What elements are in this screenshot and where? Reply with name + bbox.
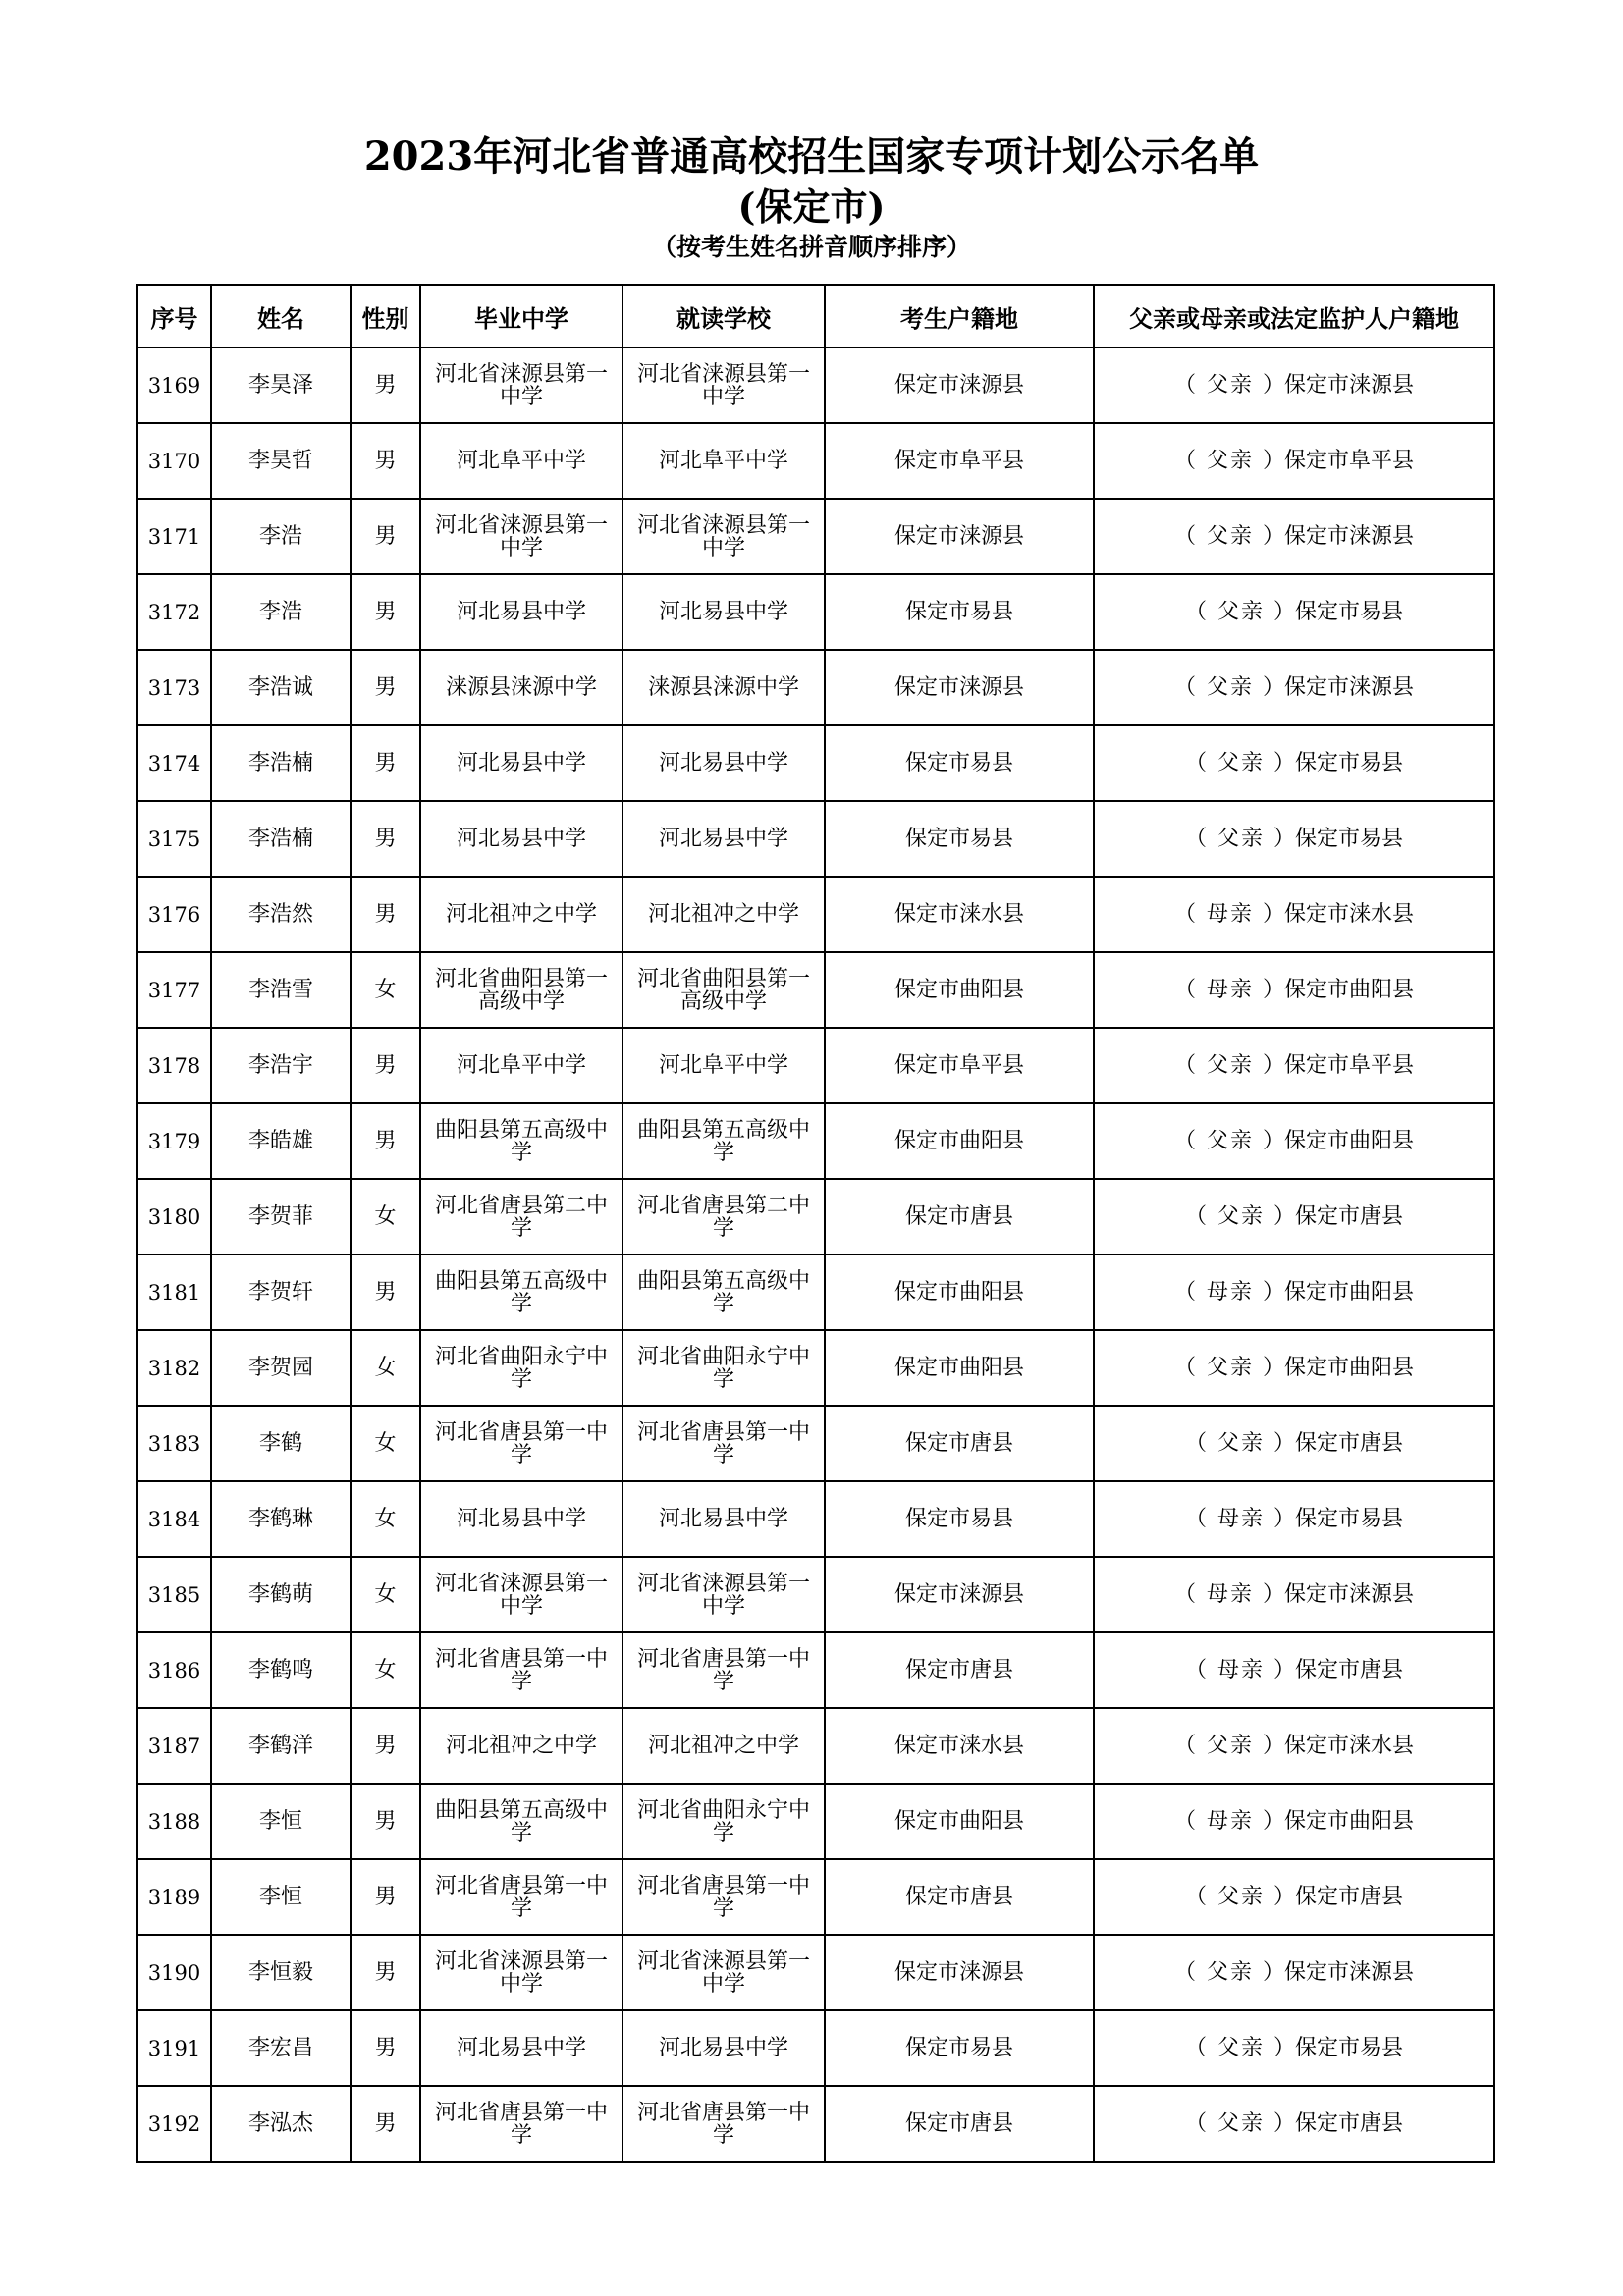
cell-guardian-hukou — [1094, 1784, 1494, 1859]
cell-guardian-hukou — [1094, 1179, 1494, 1255]
guardian-relation: （ 父亲 ） — [1184, 750, 1297, 775]
cell-current-school: 河北易县中学 — [622, 574, 825, 650]
guardian-relation: （ 父亲 ） — [1173, 372, 1286, 398]
cell-serial-no: 3191 — [137, 2010, 211, 2086]
cell-gender: 男 — [351, 347, 420, 423]
guardian-relation: （ 父亲 ） — [1173, 1959, 1286, 1985]
header-name: 姓名 — [211, 285, 351, 347]
cell-serial-no: 3178 — [137, 1028, 211, 1103]
cell-student-hukou: 保定市曲阳县 — [825, 1784, 1094, 1859]
cell-guardian-hukou — [1094, 499, 1494, 574]
cell-graduation-school: 河北省唐县第二中学 — [420, 1179, 622, 1255]
header-gender: 性别 — [351, 285, 420, 347]
cell-student-hukou: 保定市涞源县 — [825, 499, 1094, 574]
table-row — [137, 423, 1494, 499]
cell-gender: 女 — [351, 1330, 420, 1406]
page-title: 2023年河北省普通高校招生国家专项计划公示名单 — [363, 133, 1260, 180]
table-row — [137, 1859, 1494, 1935]
guardian-place: 保定市涞源县 — [1283, 1581, 1414, 1607]
cell-student-hukou: 保定市曲阳县 — [825, 1255, 1094, 1330]
table-row — [137, 725, 1494, 801]
cell-student-hukou: 保定市曲阳县 — [825, 1103, 1094, 1179]
cell-serial-no: 3189 — [137, 1859, 211, 1935]
cell-current-school: 河北省曲阳县第一高级中学 — [622, 952, 825, 1028]
guardian-relation: （ 父亲 ） — [1184, 826, 1297, 851]
cell-student-hukou: 保定市涞源县 — [825, 1557, 1094, 1632]
cell-guardian-hukou — [1094, 2010, 1494, 2086]
cell-current-school: 河北易县中学 — [622, 2010, 825, 2086]
table-row — [137, 1103, 1494, 1179]
cell-graduation-school: 河北省唐县第一中学 — [420, 2086, 622, 2162]
cell-student-hukou: 保定市唐县 — [825, 1859, 1094, 1935]
cell-graduation-school: 河北省唐县第一中学 — [420, 1406, 622, 1481]
cell-current-school: 曲阳县第五高级中学 — [622, 1255, 825, 1330]
cell-serial-no: 3170 — [137, 423, 211, 499]
guardian-relation: （ 父亲 ） — [1173, 1052, 1286, 1078]
guardian-relation: （ 母亲 ） — [1173, 1581, 1286, 1607]
cell-student-hukou: 保定市涞源县 — [825, 347, 1094, 423]
guardian-relation: （ 父亲 ） — [1173, 1128, 1286, 1153]
cell-serial-no: 3169 — [137, 347, 211, 423]
cell-guardian-hukou — [1094, 1103, 1494, 1179]
guardian-place: 保定市曲阳县 — [1283, 1128, 1414, 1153]
cell-current-school: 河北省曲阳永宁中学 — [622, 1330, 825, 1406]
cell-student-hukou: 保定市易县 — [825, 2010, 1094, 2086]
cell-gender: 男 — [351, 1255, 420, 1330]
cell-serial-no: 3171 — [137, 499, 211, 574]
guardian-relation: （ 父亲 ） — [1184, 1884, 1297, 1909]
cell-student-hukou: 保定市唐县 — [825, 1179, 1094, 1255]
guardian-relation: （ 父亲 ） — [1184, 1203, 1297, 1229]
table-row — [137, 1179, 1494, 1255]
cell-graduation-school: 河北省涞源县第一中学 — [420, 1557, 622, 1632]
table-row — [137, 1406, 1494, 1481]
cell-graduation-school: 河北省曲阳永宁中学 — [420, 1330, 622, 1406]
header-student-hukou: 考生户籍地 — [825, 285, 1094, 347]
cell-name: 李皓雄 — [211, 1103, 351, 1179]
table-row — [137, 574, 1494, 650]
cell-current-school: 河北省涞源县第一中学 — [622, 347, 825, 423]
guardian-relation: （ 母亲 ） — [1184, 1506, 1297, 1531]
cell-guardian-hukou — [1094, 1255, 1494, 1330]
cell-gender: 女 — [351, 952, 420, 1028]
cell-name: 李宏昌 — [211, 2010, 351, 2086]
cell-serial-no: 3188 — [137, 1784, 211, 1859]
cell-current-school: 河北省唐县第一中学 — [622, 1632, 825, 1708]
cell-serial-no: 3186 — [137, 1632, 211, 1708]
cell-serial-no: 3181 — [137, 1255, 211, 1330]
cell-current-school: 河北省唐县第一中学 — [622, 2086, 825, 2162]
cell-gender: 男 — [351, 1708, 420, 1784]
cell-guardian-hukou — [1094, 1481, 1494, 1557]
guardian-relation: （ 母亲 ） — [1184, 1657, 1297, 1682]
cell-current-school: 河北省涞源县第一中学 — [622, 499, 825, 574]
table-row — [137, 877, 1494, 952]
cell-current-school: 河北省涞源县第一中学 — [622, 1557, 825, 1632]
guardian-place: 保定市涞源县 — [1283, 674, 1414, 700]
cell-guardian-hukou — [1094, 1028, 1494, 1103]
cell-name: 李鹤萌 — [211, 1557, 351, 1632]
guardian-relation: （ 母亲 ） — [1173, 1808, 1286, 1834]
guardian-relation: （ 父亲 ） — [1173, 1355, 1286, 1380]
guardian-place: 保定市涞水县 — [1283, 901, 1414, 927]
table-header-row — [137, 285, 1494, 347]
guardian-relation: （ 母亲 ） — [1173, 1279, 1286, 1305]
cell-serial-no: 3192 — [137, 2086, 211, 2162]
cell-graduation-school: 曲阳县第五高级中学 — [420, 1103, 622, 1179]
table-row — [137, 801, 1494, 877]
cell-gender: 男 — [351, 801, 420, 877]
cell-gender: 男 — [351, 1103, 420, 1179]
cell-student-hukou: 保定市阜平县 — [825, 1028, 1094, 1103]
cell-serial-no: 3185 — [137, 1557, 211, 1632]
guardian-place: 保定市阜平县 — [1283, 1052, 1414, 1078]
cell-student-hukou: 保定市曲阳县 — [825, 952, 1094, 1028]
guardian-place: 保定市易县 — [1294, 826, 1403, 851]
header-current-school: 就读学校 — [622, 285, 825, 347]
cell-serial-no: 3190 — [137, 1935, 211, 2010]
cell-graduation-school: 河北易县中学 — [420, 725, 622, 801]
cell-serial-no: 3174 — [137, 725, 211, 801]
cell-student-hukou: 保定市涞水县 — [825, 1708, 1094, 1784]
cell-gender: 女 — [351, 1632, 420, 1708]
cell-graduation-school: 河北易县中学 — [420, 1481, 622, 1557]
table-row — [137, 1632, 1494, 1708]
cell-serial-no: 3180 — [137, 1179, 211, 1255]
cell-current-school: 河北阜平中学 — [622, 1028, 825, 1103]
cell-guardian-hukou — [1094, 1406, 1494, 1481]
cell-student-hukou: 保定市唐县 — [825, 1406, 1094, 1481]
cell-guardian-hukou — [1094, 1859, 1494, 1935]
cell-gender: 男 — [351, 499, 420, 574]
guardian-place: 保定市易县 — [1294, 599, 1403, 624]
cell-gender: 男 — [351, 423, 420, 499]
cell-gender: 男 — [351, 2010, 420, 2086]
cell-student-hukou: 保定市易县 — [825, 801, 1094, 877]
cell-guardian-hukou — [1094, 650, 1494, 725]
cell-name: 李鹤 — [211, 1406, 351, 1481]
cell-gender: 男 — [351, 574, 420, 650]
cell-guardian-hukou — [1094, 1708, 1494, 1784]
cell-guardian-hukou — [1094, 1632, 1494, 1708]
table-row — [137, 1028, 1494, 1103]
cell-name: 李浩宇 — [211, 1028, 351, 1103]
guardian-place: 保定市阜平县 — [1283, 448, 1414, 473]
guardian-relation: （ 母亲 ） — [1173, 977, 1286, 1002]
table-row — [137, 952, 1494, 1028]
cell-current-school: 河北省唐县第一中学 — [622, 1406, 825, 1481]
cell-serial-no: 3172 — [137, 574, 211, 650]
cell-current-school: 河北省唐县第一中学 — [622, 1859, 825, 1935]
cell-current-school: 河北祖冲之中学 — [622, 877, 825, 952]
cell-serial-no: 3184 — [137, 1481, 211, 1557]
guardian-relation: （ 父亲 ） — [1173, 1733, 1286, 1758]
cell-serial-no: 3183 — [137, 1406, 211, 1481]
cell-graduation-school: 河北祖冲之中学 — [420, 1708, 622, 1784]
table-row — [137, 2010, 1494, 2086]
guardian-relation: （ 父亲 ） — [1173, 523, 1286, 549]
cell-serial-no: 3182 — [137, 1330, 211, 1406]
cell-gender: 女 — [351, 1406, 420, 1481]
table-row — [137, 1481, 1494, 1557]
guardian-place: 保定市唐县 — [1294, 1430, 1403, 1456]
table-row — [137, 1784, 1494, 1859]
cell-name: 李恒 — [211, 1784, 351, 1859]
cell-graduation-school: 河北阜平中学 — [420, 1028, 622, 1103]
guardian-place: 保定市唐县 — [1294, 1203, 1403, 1229]
cell-student-hukou: 保定市涞源县 — [825, 1935, 1094, 2010]
cell-name: 李贺园 — [211, 1330, 351, 1406]
cell-serial-no: 3187 — [137, 1708, 211, 1784]
cell-serial-no: 3177 — [137, 952, 211, 1028]
cell-name: 李昊哲 — [211, 423, 351, 499]
guardian-place: 保定市涞源县 — [1283, 372, 1414, 398]
guardian-place: 保定市易县 — [1294, 2035, 1403, 2060]
cell-graduation-school: 河北易县中学 — [420, 574, 622, 650]
cell-current-school: 河北易县中学 — [622, 1481, 825, 1557]
header-guardian-hukou: 父亲或母亲或法定监护人户籍地 — [1094, 285, 1494, 347]
cell-gender: 女 — [351, 1557, 420, 1632]
cell-name: 李恒毅 — [211, 1935, 351, 2010]
guardian-place: 保定市涞水县 — [1283, 1733, 1414, 1758]
cell-name: 李浩然 — [211, 877, 351, 952]
cell-student-hukou: 保定市阜平县 — [825, 423, 1094, 499]
cell-student-hukou: 保定市唐县 — [825, 2086, 1094, 2162]
header-serial-no: 序号 — [137, 285, 211, 347]
cell-gender: 男 — [351, 1935, 420, 2010]
cell-graduation-school: 河北省唐县第一中学 — [420, 1632, 622, 1708]
cell-student-hukou: 保定市易县 — [825, 1481, 1094, 1557]
guardian-relation: （ 父亲 ） — [1184, 599, 1297, 624]
cell-graduation-school: 河北祖冲之中学 — [420, 877, 622, 952]
cell-guardian-hukou — [1094, 877, 1494, 952]
cell-graduation-school: 河北省涞源县第一中学 — [420, 1935, 622, 2010]
cell-graduation-school: 河北易县中学 — [420, 2010, 622, 2086]
cell-current-school: 河北易县中学 — [622, 801, 825, 877]
cell-name: 李浩 — [211, 574, 351, 650]
cell-graduation-school: 河北易县中学 — [420, 801, 622, 877]
roster-table — [136, 284, 1495, 2163]
cell-gender: 男 — [351, 1859, 420, 1935]
cell-name: 李昊泽 — [211, 347, 351, 423]
table-row — [137, 1557, 1494, 1632]
cell-serial-no: 3179 — [137, 1103, 211, 1179]
guardian-relation: （ 父亲 ） — [1184, 2110, 1297, 2136]
cell-graduation-school: 河北省唐县第一中学 — [420, 1859, 622, 1935]
cell-name: 李浩诚 — [211, 650, 351, 725]
cell-guardian-hukou — [1094, 347, 1494, 423]
guardian-place: 保定市唐县 — [1294, 1884, 1403, 1909]
cell-name: 李浩楠 — [211, 801, 351, 877]
cell-current-school: 河北省涞源县第一中学 — [622, 1935, 825, 2010]
cell-student-hukou: 保定市易县 — [825, 725, 1094, 801]
cell-name: 李鹤鸣 — [211, 1632, 351, 1708]
guardian-relation: （ 父亲 ） — [1184, 2035, 1297, 2060]
table-row — [137, 499, 1494, 574]
cell-guardian-hukou — [1094, 574, 1494, 650]
cell-guardian-hukou — [1094, 1557, 1494, 1632]
cell-student-hukou: 保定市涞源县 — [825, 650, 1094, 725]
table-row — [137, 1255, 1494, 1330]
guardian-place: 保定市曲阳县 — [1283, 1279, 1414, 1305]
page-subtitle-sort-note: （按考生姓名拼音顺序排序） — [651, 233, 971, 261]
table-row — [137, 1708, 1494, 1784]
cell-graduation-school: 曲阳县第五高级中学 — [420, 1255, 622, 1330]
table-row — [137, 2086, 1494, 2162]
cell-current-school: 河北省曲阳永宁中学 — [622, 1784, 825, 1859]
cell-gender: 男 — [351, 1784, 420, 1859]
cell-graduation-school: 曲阳县第五高级中学 — [420, 1784, 622, 1859]
cell-name: 李浩雪 — [211, 952, 351, 1028]
cell-guardian-hukou — [1094, 725, 1494, 801]
cell-student-hukou: 保定市曲阳县 — [825, 1330, 1094, 1406]
cell-student-hukou: 保定市易县 — [825, 574, 1094, 650]
cell-graduation-school: 河北阜平中学 — [420, 423, 622, 499]
cell-name: 李浩 — [211, 499, 351, 574]
guardian-place: 保定市易县 — [1294, 1506, 1403, 1531]
cell-gender: 男 — [351, 725, 420, 801]
cell-guardian-hukou — [1094, 1935, 1494, 2010]
cell-serial-no: 3176 — [137, 877, 211, 952]
guardian-place: 保定市涞源县 — [1283, 1959, 1414, 1985]
guardian-place: 保定市唐县 — [1294, 2110, 1403, 2136]
cell-guardian-hukou — [1094, 423, 1494, 499]
cell-current-school: 河北易县中学 — [622, 725, 825, 801]
table-row — [137, 1935, 1494, 2010]
table-row — [137, 650, 1494, 725]
cell-name: 李浩楠 — [211, 725, 351, 801]
guardian-place: 保定市唐县 — [1294, 1657, 1403, 1682]
cell-guardian-hukou — [1094, 2086, 1494, 2162]
cell-gender: 女 — [351, 1481, 420, 1557]
table-row — [137, 1330, 1494, 1406]
cell-name: 李泓杰 — [211, 2086, 351, 2162]
guardian-place: 保定市易县 — [1294, 750, 1403, 775]
cell-guardian-hukou — [1094, 952, 1494, 1028]
cell-guardian-hukou — [1094, 801, 1494, 877]
cell-current-school: 河北阜平中学 — [622, 423, 825, 499]
cell-serial-no: 3175 — [137, 801, 211, 877]
guardian-relation: （ 父亲 ） — [1184, 1430, 1297, 1456]
cell-gender: 男 — [351, 877, 420, 952]
page-subtitle-city: (保定市) — [737, 185, 886, 229]
cell-gender: 男 — [351, 2086, 420, 2162]
cell-gender: 男 — [351, 1028, 420, 1103]
guardian-relation: （ 父亲 ） — [1173, 448, 1286, 473]
guardian-relation: （ 父亲 ） — [1173, 674, 1286, 700]
cell-graduation-school: 河北省曲阳县第一高级中学 — [420, 952, 622, 1028]
header-graduation-school: 毕业中学 — [420, 285, 622, 347]
guardian-place: 保定市涞源县 — [1283, 523, 1414, 549]
cell-gender: 女 — [351, 1179, 420, 1255]
cell-current-school: 河北省唐县第二中学 — [622, 1179, 825, 1255]
guardian-place: 保定市曲阳县 — [1283, 1355, 1414, 1380]
cell-name: 李贺菲 — [211, 1179, 351, 1255]
cell-current-school: 河北祖冲之中学 — [622, 1708, 825, 1784]
cell-name: 李鹤洋 — [211, 1708, 351, 1784]
cell-name: 李恒 — [211, 1859, 351, 1935]
cell-graduation-school: 河北省涞源县第一中学 — [420, 499, 622, 574]
table-row — [137, 347, 1494, 423]
cell-current-school: 曲阳县第五高级中学 — [622, 1103, 825, 1179]
cell-graduation-school: 河北省涞源县第一中学 — [420, 347, 622, 423]
cell-name: 李鹤琳 — [211, 1481, 351, 1557]
cell-serial-no: 3173 — [137, 650, 211, 725]
cell-graduation-school: 涞源县涞源中学 — [420, 650, 622, 725]
cell-student-hukou: 保定市唐县 — [825, 1632, 1094, 1708]
guardian-place: 保定市曲阳县 — [1283, 977, 1414, 1002]
cell-gender: 男 — [351, 650, 420, 725]
cell-guardian-hukou — [1094, 1330, 1494, 1406]
guardian-place: 保定市曲阳县 — [1283, 1808, 1414, 1834]
cell-student-hukou: 保定市涞水县 — [825, 877, 1094, 952]
cell-name: 李贺轩 — [211, 1255, 351, 1330]
cell-current-school: 涞源县涞源中学 — [622, 650, 825, 725]
guardian-relation: （ 母亲 ） — [1173, 901, 1286, 927]
